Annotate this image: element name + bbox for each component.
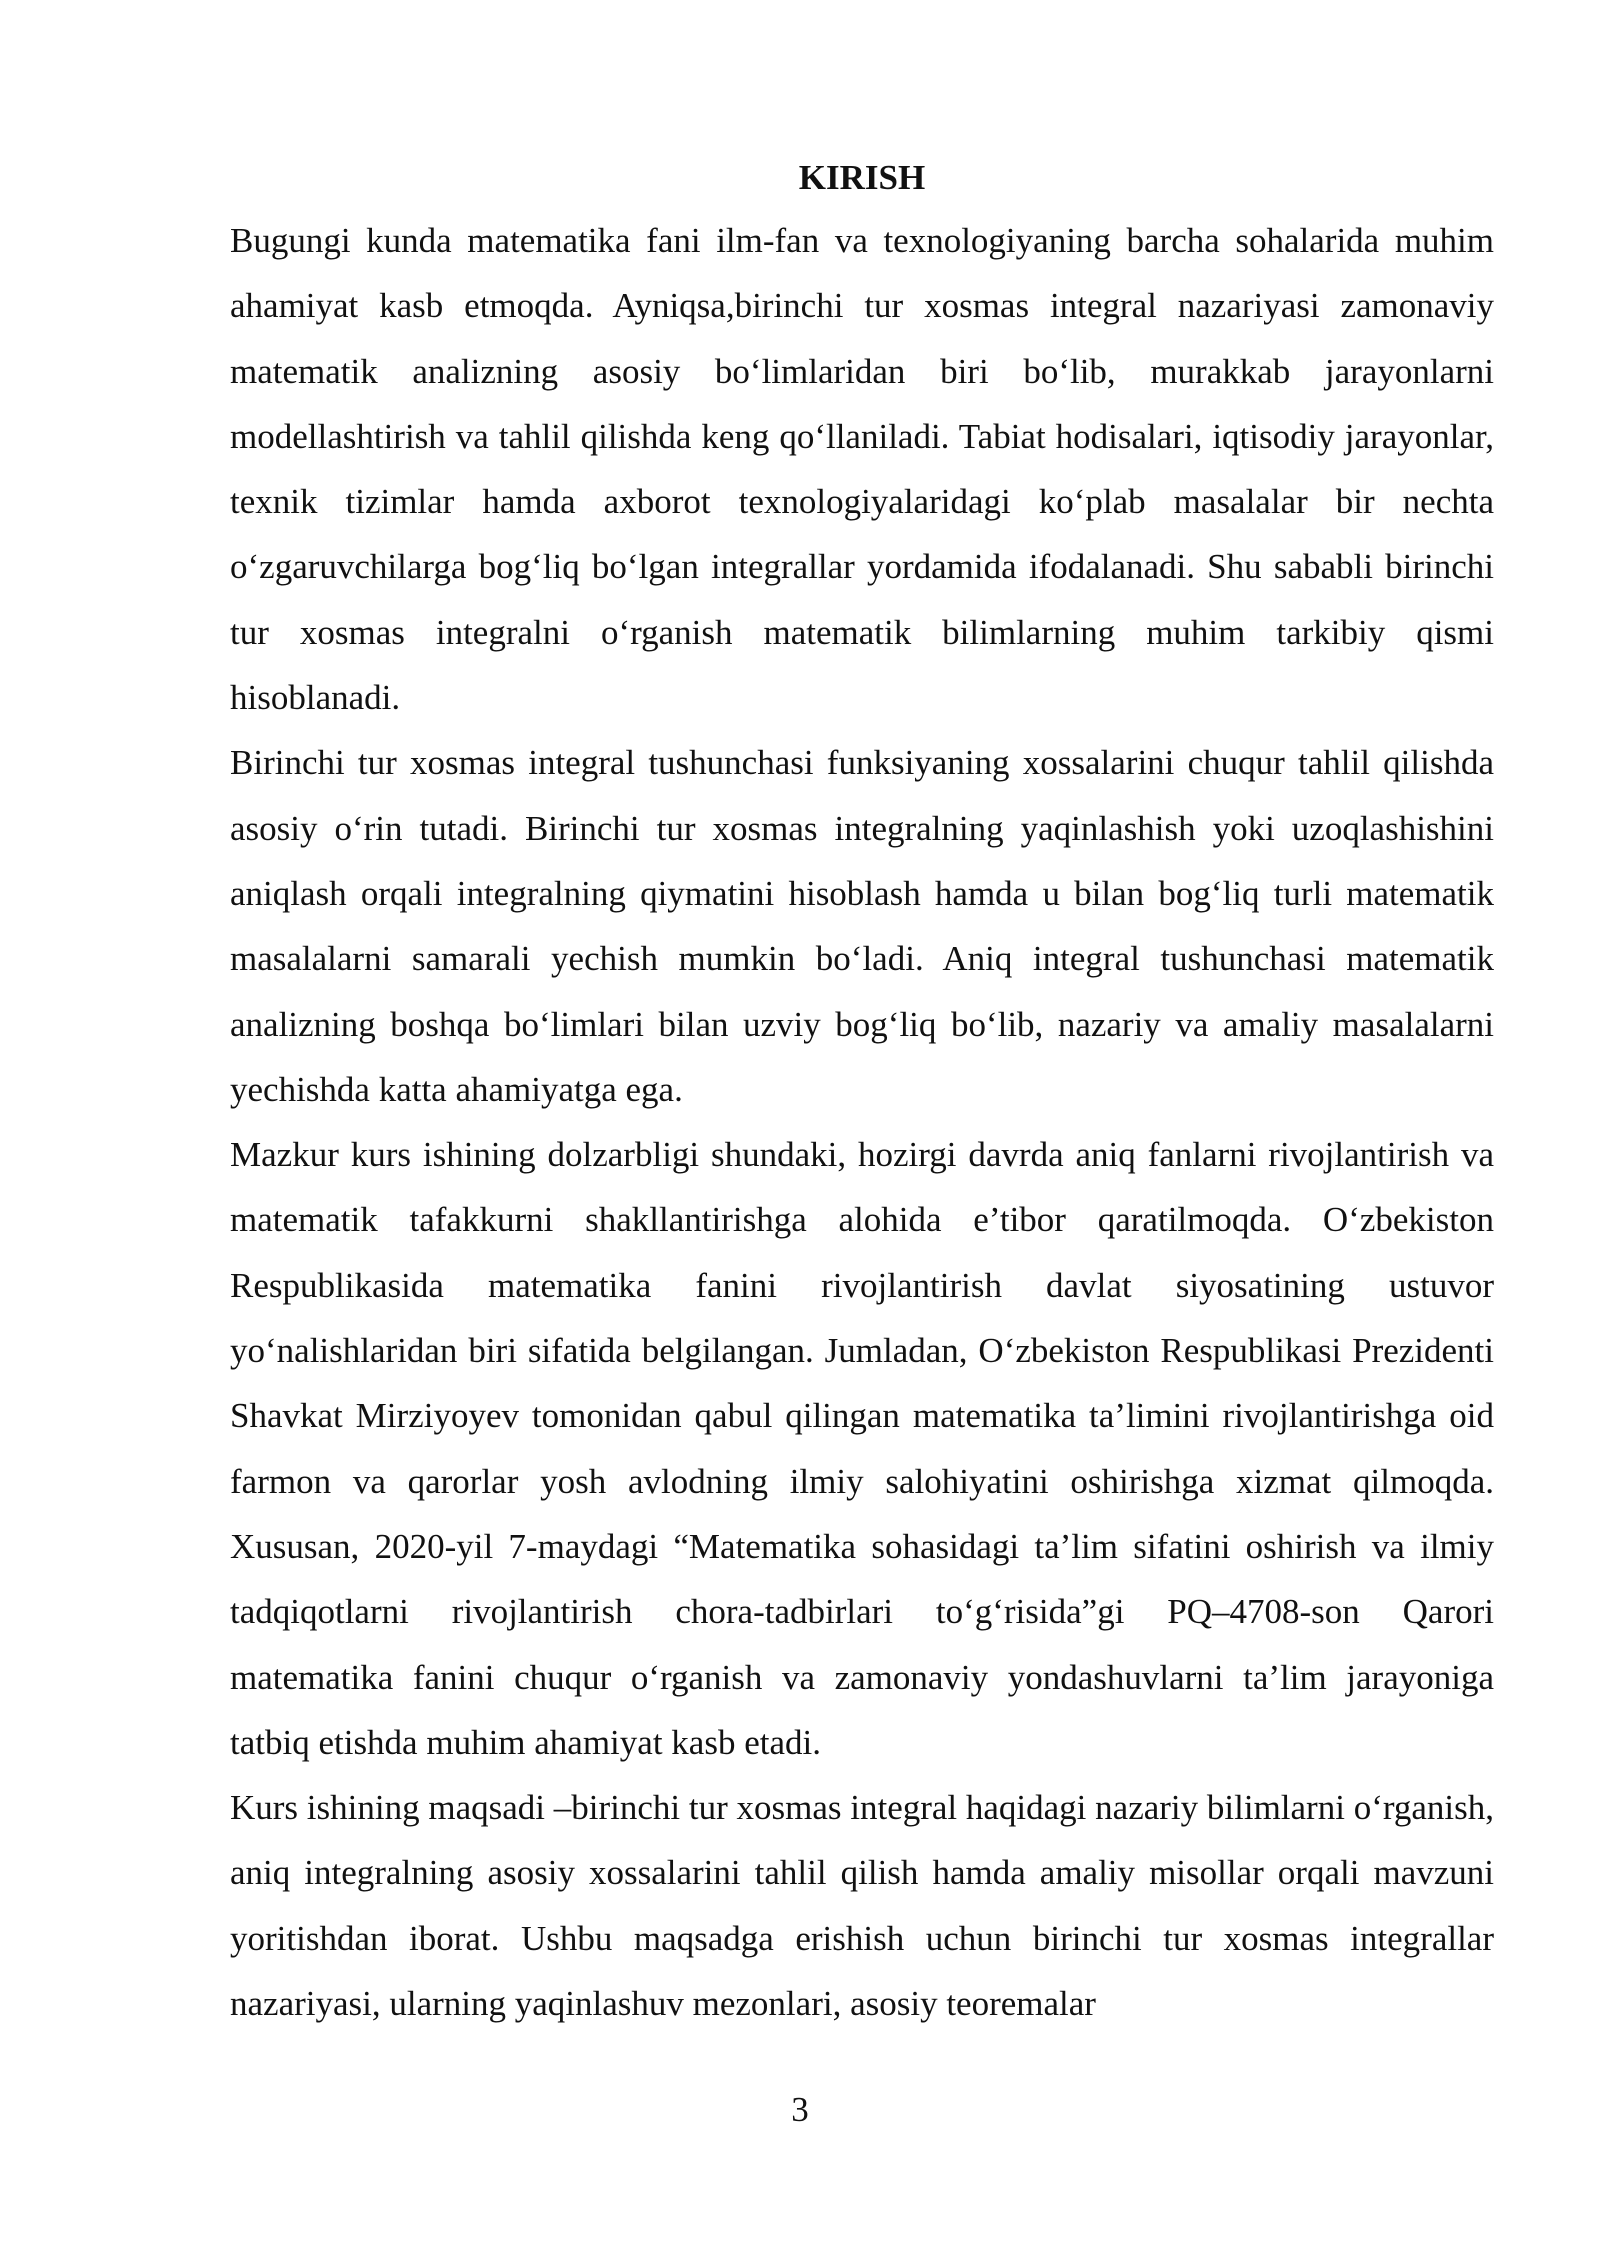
page-body	[230, 148, 1494, 2036]
page-number: 3	[791, 2090, 809, 2129]
paragraph-intro: Bugungi kunda matematika fani ilm-fan va texnologiyaning barcha sohalarida muhim ahamiyat kasb etmoqda. Ayniqsa,birinchi tur xosmas integral nazariyasi zamonaviy matematik analizning asosiy bo‘limlaridan biri bo‘lib, murakkab jarayonlarni modellashtirish va tahlil qilishda keng qo‘llaniladi. Tabiat hodisalari, iqtisodiy jarayonlar, texnik tizimlar hamda axborot texnologiyalaridagi ko‘plab masalalar bir nechta o‘zgaruvchilarga bog‘liq bo‘lgan integrallar yordamida ifodalanadi. Shu sababli birinchi tur xosmas integralni o‘rganish matematik bilimlarning muhim tarkibiy qismi hisoblanadi.	[230, 221, 1494, 718]
paragraph-integral-concept: Birinchi tur xosmas integral tushunchasi funksiyaning xossalarini chuqur tahlil qilishda asosiy o‘rin tutadi. Birinchi tur xosmas integralning yaqinlashish yoki uzoqlashishini aniqlash orqali integralning qiymatini hisoblash hamda u bilan bog‘liq turli matematik masalalarni samarali yechish mumkin bo‘ladi. Aniq integral tushunchasi matematik analizning boshqa bo‘limlari bilan uzviy bog‘liq bo‘lib, nazariy va amaliy masalalarni yechishda katta ahamiyatga ega.	[230, 743, 1494, 1109]
paragraph-relevance: Mazkur kurs ishining dolzarbligi shundaki, hozirgi davrda aniq fanlarni rivojlantirish va matematik tafakkurni shakllantirishga alohida e’tibor qaratilmoqda. O‘zbekiston Respublikasida matematika fanini rivojlantirish davlat siyosatining ustuvor yo‘nalishlaridan biri sifatida belgilangan. Jumladan, O‘zbekiston Respublikasi Prezidenti Shavkat Mirziyoyev tomonidan qabul qilingan matematika ta’limini rivojlantirishga oid farmon va qarorlar yosh avlodning ilmiy salohiyatini oshirishga xizmat qilmoqda. Xususan, 2020-yil 7-maydagi “Matematika sohasidagi ta’lim sifatini oshirish va ilmiy tadqiqotlarni rivojlantirish chora-tadbirlari to‘g‘risida”gi PQ–4708-son Qarori matematika fanini chuqur o‘rganish va zamonaviy yondashuvlarni ta’lim jarayoniga tatbiq etishda muhim ahamiyat kasb etadi.	[230, 1135, 1494, 1762]
page-title: KIRISH	[798, 158, 926, 197]
paragraph-goal: Kurs ishining maqsadi –birinchi tur xosmas integral haqidagi nazariy bilimlarni o‘rganish, aniq integralning asosiy xossalarini tahlil qilish hamda amaliy misollar orqali mavzuni yoritishdan iborat. Ushbu maqsadga erishish uchun birinchi tur xosmas integrallar nazariyasi, ularning yaqinlashuv mezonlari, asosiy teoremalar	[230, 1788, 1494, 2024]
